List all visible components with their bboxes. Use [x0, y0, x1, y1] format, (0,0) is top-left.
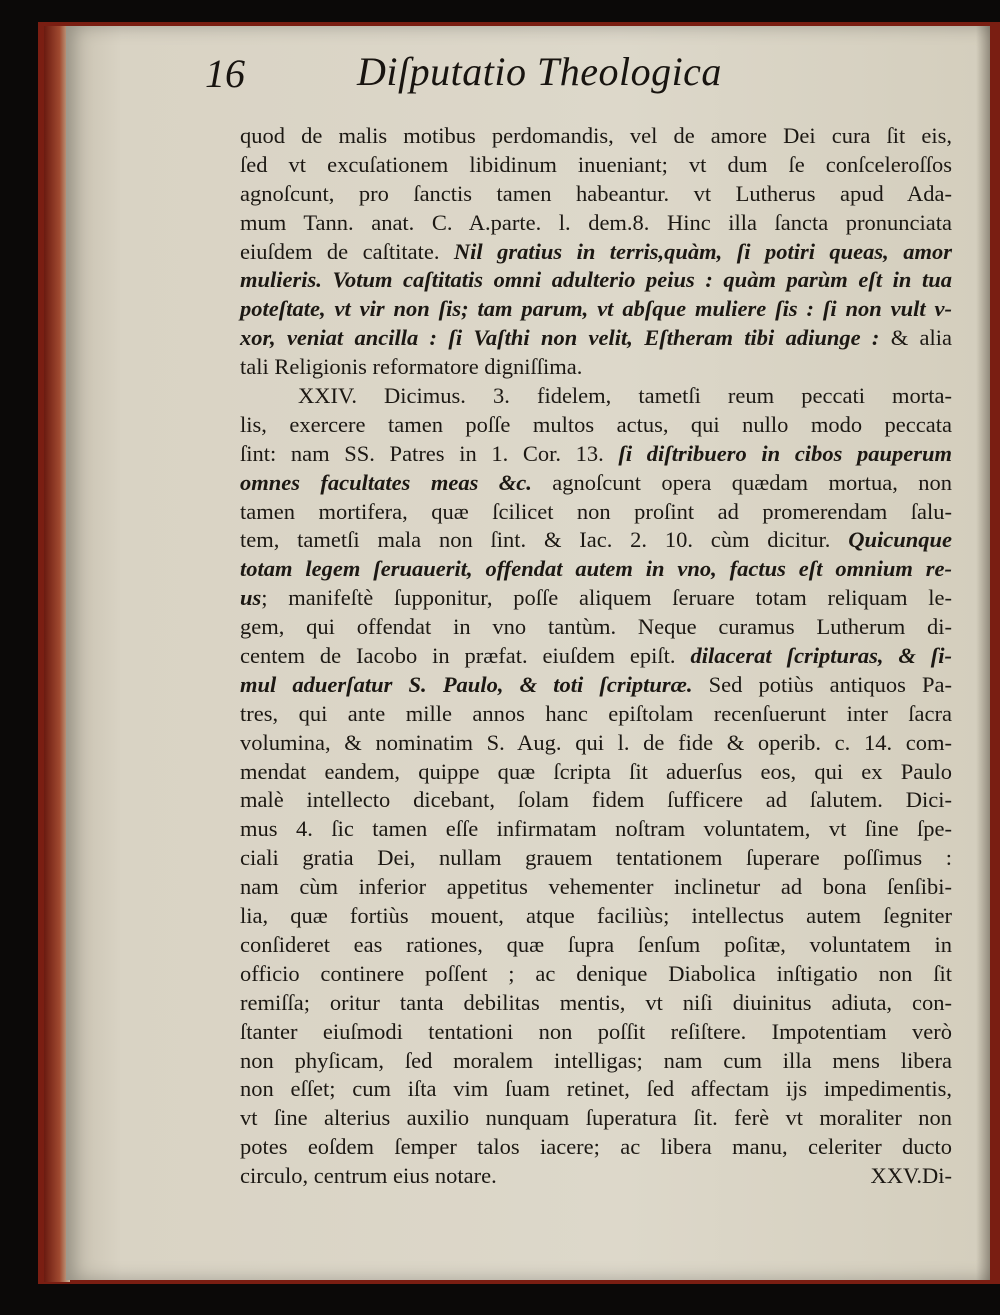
roman-segment: non phyſicam, ſed moralem intelligas; nam cum illa mens libera — [240, 1047, 952, 1073]
text-line — [240, 498, 952, 527]
roman-segment: lis, exercere tamen poſſe multos actus, qui nullo modo peccata — [240, 411, 952, 437]
text-line — [240, 960, 952, 989]
text-line — [240, 353, 952, 382]
text-line — [240, 382, 952, 411]
roman-segment: lia, quæ fortiùs mouent, atque faciliùs; intellectus autem ſegniter — [240, 903, 952, 929]
text-line — [240, 642, 952, 671]
text-line — [240, 671, 952, 700]
italic-segment: totam legem ſeruauerit, offendat autem in vno, factus eſt omnium re- — [240, 556, 952, 582]
roman-segment: agnoſcunt opera quædam mortua, non — [531, 469, 952, 495]
text-line — [240, 700, 952, 729]
roman-segment: conſideret eas rationes, quæ ſupra ſenſum poſitæ, voluntatem in — [240, 931, 952, 957]
italic-segment: dilacerat ſcripturas, & ſi- — [690, 643, 953, 669]
italic-segment: us — [240, 585, 262, 611]
text-line — [240, 1104, 952, 1133]
roman-segment: mus 4. ſic tamen eſſe infirmatam noſtram voluntatem, vt ſine ſpe- — [240, 816, 952, 842]
roman-segment: centem de Iacobo in præfat. eiuſdem epiſt. — [240, 643, 691, 669]
roman-segment: & alia — [879, 325, 952, 351]
roman-segment: mendat eandem, quippe quæ ſcripta ſit aduerſus eos, qui ex Paulo — [240, 758, 952, 784]
roman-segment: quod de malis motibus perdomandis, vel de amore Dei cura ſit eis, — [240, 123, 952, 148]
italic-segment: omnes facultates meas &c. — [240, 469, 532, 495]
text-line — [240, 989, 952, 1018]
roman-segment: Sed potiùs antiquos Pa- — [692, 671, 952, 697]
text-line — [240, 931, 952, 960]
roman-segment: tres, qui ante mille annos hanc epiſtolam recenſuerunt inter ſacra — [240, 700, 952, 726]
text-line — [240, 469, 952, 498]
roman-segment: XXIV. Dicimus. 3. fidelem, tametſi reum peccati morta- — [298, 383, 952, 409]
roman-segment: ciali gratia Dei, nullam grauem tentationem ſuperare poſſimus : — [240, 845, 952, 871]
text-line — [240, 122, 952, 151]
roman-segment: ſed vt excuſationem libidinum inueniant; vt dum ſe conſceleroſſos — [240, 151, 952, 177]
text-line — [240, 1018, 952, 1047]
text-line — [240, 555, 952, 584]
text-line — [240, 180, 952, 209]
text-line-content — [240, 1162, 497, 1191]
roman-segment: volumina, & nominatim S. Aug. qui l. de fide & operib. c. 14. com- — [240, 729, 952, 755]
roman-segment: non eſſet; cum iſta vim ſuam retinet, ſed affectam ijs impedimentis, — [240, 1076, 952, 1102]
text-line — [240, 1133, 952, 1162]
roman-segment: potes eoſdem ſemper talos iacere; ac libera manu, celeriter ducto — [240, 1134, 952, 1160]
text-line — [240, 613, 952, 642]
text-line — [240, 238, 952, 267]
text-line — [240, 151, 952, 180]
roman-segment: ſint: nam SS. Patres in 1. Cor. 13. — [240, 440, 619, 466]
text-line — [240, 584, 952, 613]
italic-segment: Quicunque — [848, 527, 952, 553]
text-line — [240, 844, 952, 873]
roman-segment: tem, tametſi mala non ſint. & Iac. 2. 10. cùm dicitur. — [240, 527, 849, 553]
roman-segment: tali Religionis reformatore digniſſima. — [240, 354, 583, 380]
italic-segment: mulieris. Votum caſtitatis omni adulterio peius : quàm parùm eſt in tua — [240, 267, 952, 293]
text-line — [240, 786, 952, 815]
italic-segment: Nil gratius in terris,quàm, ſi potiri queas, amor — [453, 238, 952, 264]
roman-segment: ſtanter eiuſmodi tentationi non poſſit reſiſtere. Impotentiam verò — [240, 1018, 952, 1044]
text-line — [240, 209, 952, 238]
body-text — [240, 122, 952, 1191]
text-line — [240, 295, 952, 324]
roman-segment: mum Tann. anat. C. A.parte. l. dem.8. Hinc illa ſancta pronunciata — [240, 209, 952, 235]
roman-segment: malè intellecto dicebant, ſolam fidem ſufficere ad ſalutem. Dici- — [240, 787, 952, 813]
roman-segment: tamen mortifera, quæ ſcilicet non proſint ad promerendam ſalu- — [240, 498, 952, 524]
roman-segment: gem, qui offendat in vno tantùm. Neque curamus Lutherum di- — [240, 614, 952, 640]
text-line — [240, 1162, 952, 1191]
roman-segment: nam cùm inferior appetitus vehementer inclinetur ad bona ſenſibi- — [240, 874, 952, 900]
roman-segment: circulo, centrum eius notare. — [240, 1163, 497, 1189]
italic-segment: mul aduerſatur S. Paulo, & toti ſcripturæ. — [240, 671, 693, 697]
catchword: XXV.Di- — [870, 1163, 952, 1189]
roman-segment: remiſſa; oritur tanta debilitas mentis, vt niſi diuinitus adiuta, con- — [240, 989, 952, 1015]
page-number: 16 — [205, 51, 245, 96]
text-line — [240, 526, 952, 555]
text-line — [240, 729, 952, 758]
text-line — [240, 266, 952, 295]
text-line — [240, 1075, 952, 1104]
italic-segment: poteſtate, vt vir non ſis; tam parum, vt abſque muliere ſis : ſi non vult v- — [240, 296, 952, 322]
text-line — [240, 902, 952, 931]
italic-segment: xor, veniat ancilla : ſi Vaſthi non velit, Eſtheram tibi adiunge : — [240, 325, 880, 351]
roman-segment: agnoſcunt, pro ſanctis tamen habeantur. vt Lutherus apud Ada- — [240, 180, 952, 206]
text-line — [240, 758, 952, 787]
text-line — [240, 873, 952, 902]
text-line — [240, 440, 952, 469]
text-line — [240, 815, 952, 844]
text-line — [240, 411, 952, 440]
page-shadow — [976, 26, 990, 1280]
roman-segment: ; manifeſtè ſupponitur, poſſe aliquem ſeruare totam reliquam le- — [261, 585, 952, 611]
italic-segment: ſi diſtribuero in cibos pauperum — [618, 440, 952, 466]
roman-segment: officio continere poſſent ; ac denique Diabolica inſtigatio non ſit — [240, 960, 952, 986]
text-line — [240, 324, 952, 353]
running-title: Diſputatio Theologica — [357, 49, 722, 94]
roman-segment: vt ſine alterius auxilio nunquam ſuperatura ſit. ferè vt moraliter non — [240, 1105, 952, 1131]
page-header — [175, 44, 765, 114]
roman-segment: eiuſdem de caſtitate. — [240, 238, 454, 264]
text-line — [240, 1047, 952, 1076]
